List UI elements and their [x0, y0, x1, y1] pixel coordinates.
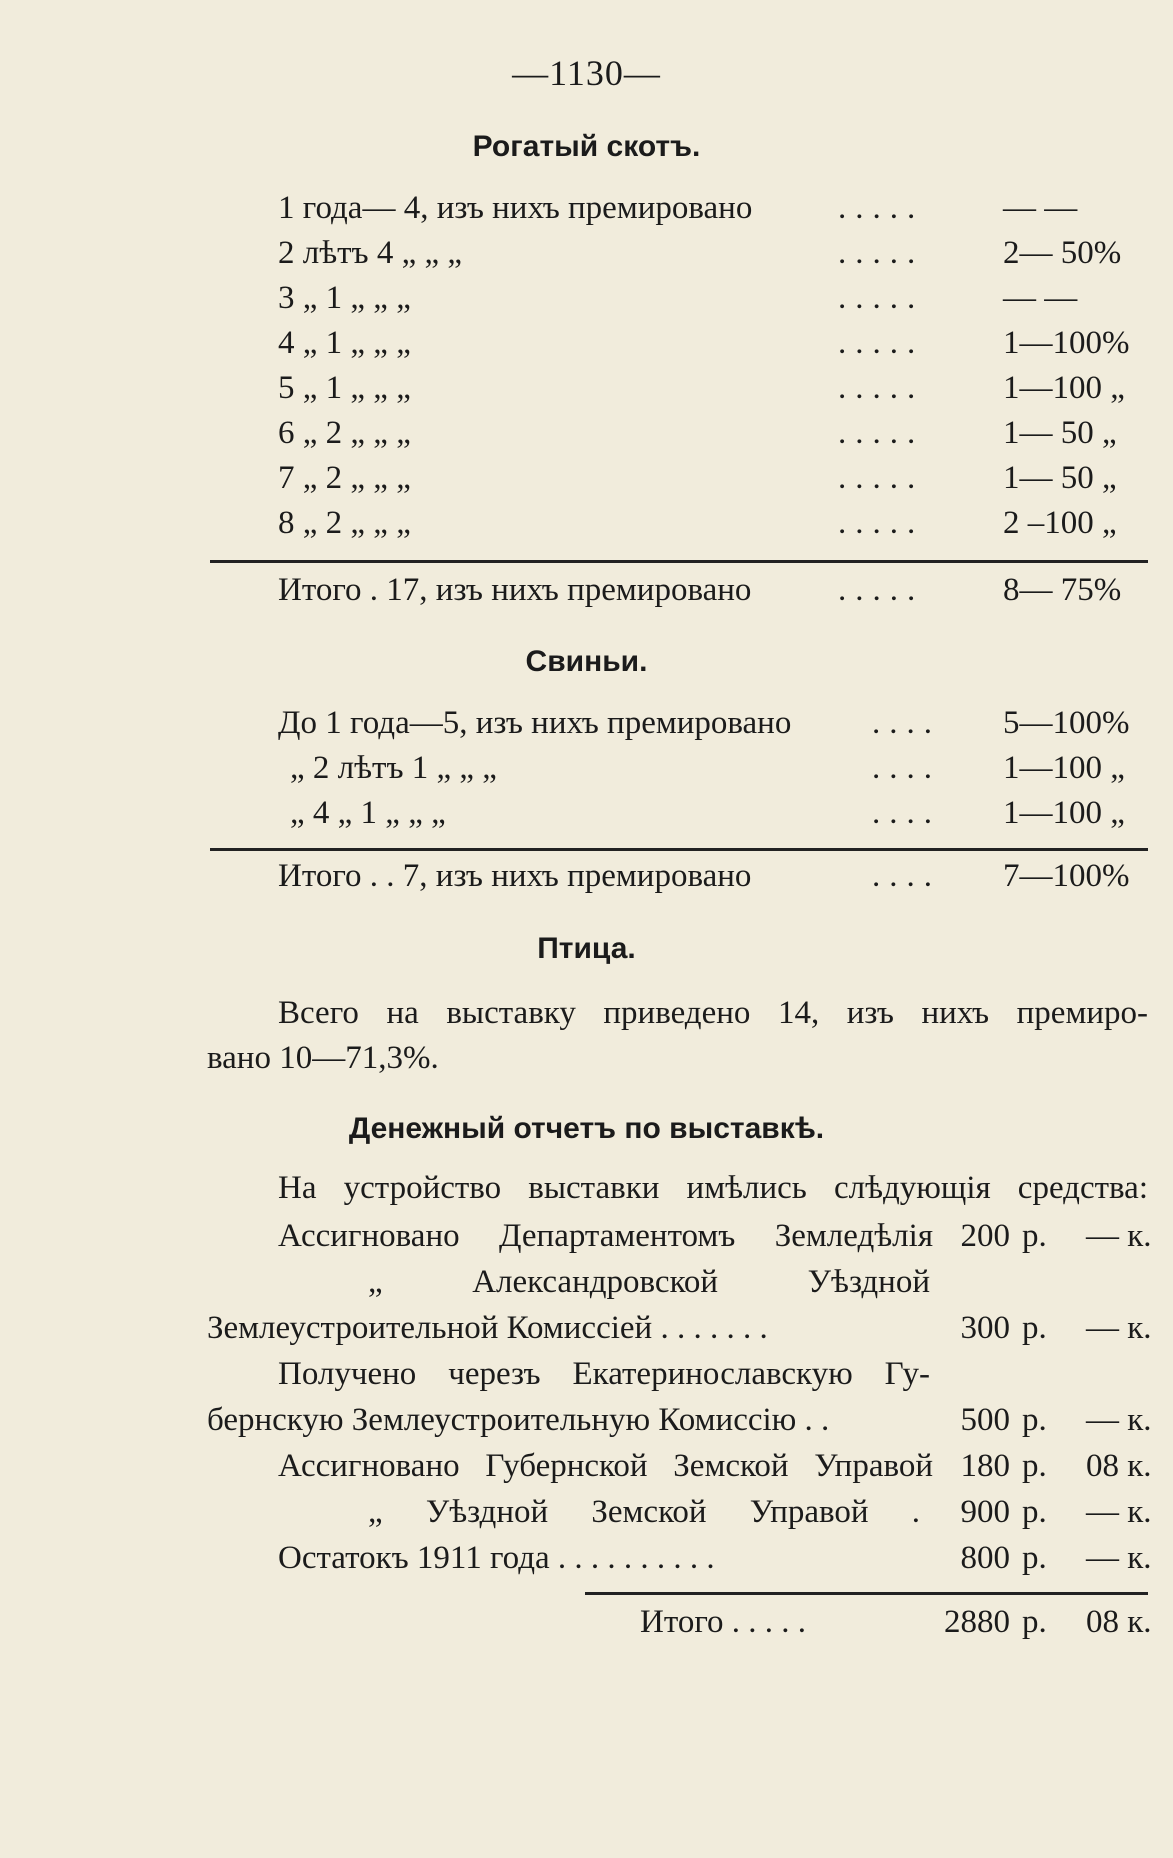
money-heading: Денежный отчетъ по выставкѣ. [348, 1112, 825, 1145]
row-value: 1—100% [1003, 325, 1130, 361]
row-value: — — [1003, 280, 1078, 316]
money-total-rub: р. [1022, 1604, 1047, 1640]
row-label: „ 4 „ 1 „ „ „ [290, 795, 446, 831]
row-value: 1— 50 „ [1003, 415, 1117, 451]
money-item-kop: — к. [1086, 1402, 1152, 1438]
money-item-rub: р. [1022, 1218, 1047, 1254]
poultry-text-line-1: Всего на выставку приведено 14, изъ нихъ премиро- [278, 995, 1148, 1031]
leader-dots: ..... [838, 325, 925, 361]
money-item-kop: — к. [1086, 1540, 1152, 1576]
money-item-amount: 180 [960, 1448, 1010, 1484]
money-item-kop: — к. [1086, 1310, 1152, 1346]
leader-dots: .... [872, 795, 941, 831]
money-item-rub: р. [1022, 1310, 1047, 1346]
money-item-label-cont: Землеустроительной Комиссіей . . . . . . . [207, 1310, 768, 1346]
cattle-heading: Рогатый скотъ. [472, 130, 701, 163]
row-label: 7 „ 2 „ „ „ [278, 460, 411, 496]
money-item-amount: 300 [960, 1310, 1010, 1346]
total-value: 8— 75% [1003, 572, 1122, 608]
row-value: 1— 50 „ [1003, 460, 1117, 496]
total-rule [585, 1592, 1148, 1595]
row-value: 2 –100 „ [1003, 505, 1117, 541]
leader-dots: .... [872, 750, 941, 786]
total-label: Итого . . 7, изъ нихъ премировано [278, 858, 752, 894]
leader-dots: ..... [838, 280, 925, 316]
row-value: — — [1003, 190, 1078, 226]
money-item-amount: 500 [960, 1402, 1010, 1438]
money-item-label: „ Уѣздной Земской Управой . [368, 1494, 920, 1530]
money-item-amount: 800 [960, 1540, 1010, 1576]
row-label: 4 „ 1 „ „ „ [278, 325, 411, 361]
money-item-kop: — к. [1086, 1494, 1152, 1530]
leader-dots: ..... [838, 370, 925, 406]
row-value: 2— 50% [1003, 235, 1122, 271]
money-item-kop: — к. [1086, 1218, 1152, 1254]
leader-dots: .... [872, 705, 941, 741]
row-label: 8 „ 2 „ „ „ [278, 505, 411, 541]
money-item-label: „ Александровской Уѣздной [368, 1264, 930, 1300]
money-item-label-cont: бернскую Землеустроительную Комиссію . . [207, 1402, 830, 1438]
poultry-text-line-2: вано 10—71,3%. [207, 1040, 439, 1076]
total-label: Итого . 17, изъ нихъ премировано [278, 572, 752, 608]
row-value: 1—100 „ [1003, 750, 1125, 786]
row-value: 5—100% [1003, 705, 1130, 741]
row-label: „ 2 лѣтъ 1 „ „ „ [290, 750, 497, 786]
money-total-kop: 08 к. [1086, 1604, 1152, 1640]
leader-dots: .... [872, 858, 941, 894]
money-total-amount: 2880 [944, 1604, 1010, 1640]
leader-dots: ..... [838, 235, 925, 271]
leader-dots: ..... [838, 572, 925, 608]
row-label: 3 „ 1 „ „ „ [278, 280, 411, 316]
row-label: До 1 года—5, изъ нихъ премировано [278, 705, 792, 741]
leader-dots: ..... [838, 415, 925, 451]
row-label: 5 „ 1 „ „ „ [278, 370, 411, 406]
total-rule [210, 560, 1148, 563]
row-value: 1—100 „ [1003, 370, 1125, 406]
leader-dots: ..... [838, 460, 925, 496]
pigs-heading: Свиньи. [525, 645, 648, 678]
leader-dots: ..... [838, 190, 925, 226]
money-item-kop: 08 к. [1086, 1448, 1152, 1484]
page-number: —1130— [512, 53, 661, 93]
leader-dots: ..... [838, 505, 925, 541]
money-item-label: Получено черезъ Екатеринославскую Гу- [278, 1356, 930, 1392]
money-item-amount: 900 [960, 1494, 1010, 1530]
money-item-label: Остатокъ 1911 года . . . . . . . . . . [278, 1540, 715, 1576]
money-item-rub: р. [1022, 1540, 1047, 1576]
money-item-amount: 200 [960, 1218, 1010, 1254]
poultry-heading: Птица. [537, 932, 636, 965]
money-item-label: Ассигновано Губернской Земской Управой [278, 1448, 933, 1484]
money-item-rub: р. [1022, 1448, 1047, 1484]
money-item-rub: р. [1022, 1402, 1047, 1438]
row-label: 1 года— 4, изъ нихъ премировано [278, 190, 753, 226]
money-total-label: Итого . . . . . [640, 1604, 807, 1640]
row-label: 6 „ 2 „ „ „ [278, 415, 411, 451]
total-value: 7—100% [1003, 858, 1130, 894]
money-item-label: Ассигновано Департаментомъ Земледѣлія [278, 1218, 933, 1254]
row-value: 1—100 „ [1003, 795, 1125, 831]
money-item-rub: р. [1022, 1494, 1047, 1530]
row-label: 2 лѣтъ 4 „ „ „ [278, 235, 463, 271]
money-intro: На устройство выставки имѣлись слѣдующія средства: [278, 1170, 1148, 1206]
total-rule [210, 848, 1148, 851]
